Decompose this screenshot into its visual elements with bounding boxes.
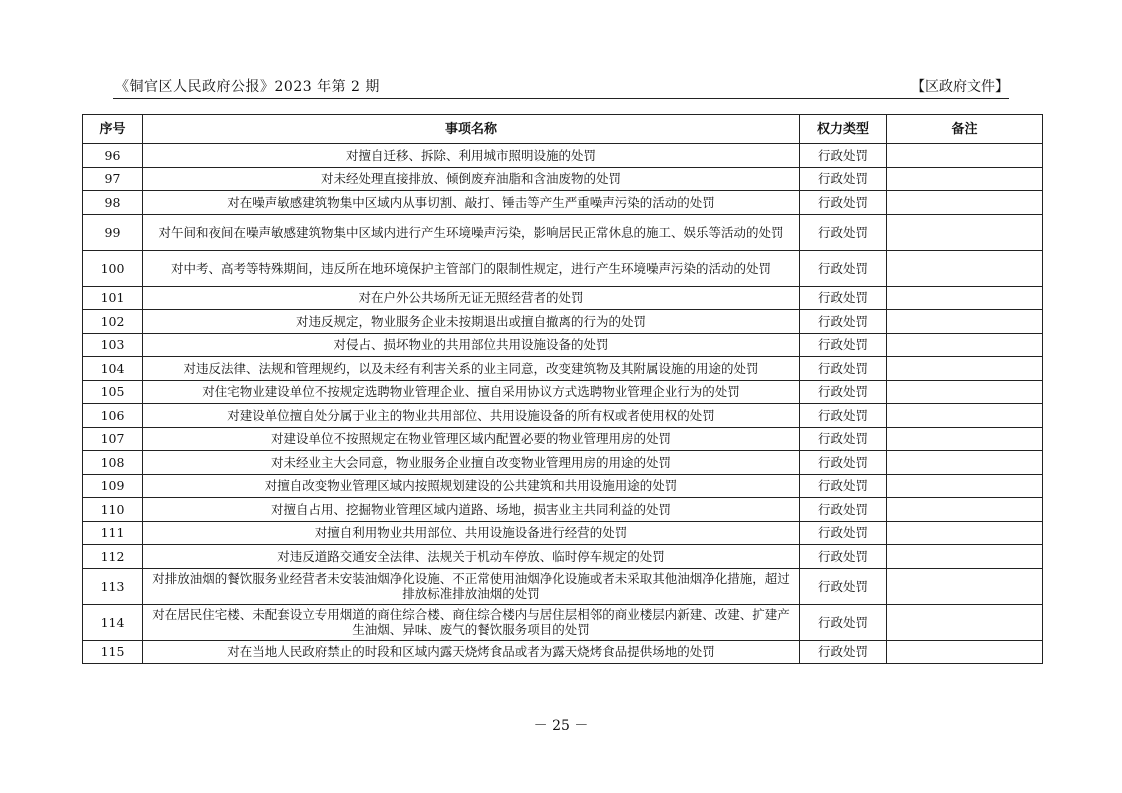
row-serial: 108 bbox=[83, 451, 143, 475]
row-power-type: 行政处罚 bbox=[800, 568, 887, 604]
row-power-type: 行政处罚 bbox=[800, 357, 887, 381]
row-item-name: 对未经业主大会同意，物业服务企业擅自改变物业管理用房的用途的处罚 bbox=[143, 451, 800, 475]
row-serial: 115 bbox=[83, 640, 143, 664]
row-remarks bbox=[887, 250, 1043, 286]
row-serial: 104 bbox=[83, 357, 143, 381]
row-serial: 110 bbox=[83, 498, 143, 522]
row-remarks bbox=[887, 167, 1043, 191]
row-remarks bbox=[887, 640, 1043, 664]
table-row bbox=[83, 498, 1043, 522]
table-row bbox=[83, 604, 1043, 640]
row-power-type: 行政处罚 bbox=[800, 310, 887, 334]
table-row bbox=[83, 545, 1043, 569]
row-remarks bbox=[887, 214, 1043, 250]
table-row bbox=[83, 214, 1043, 250]
row-remarks bbox=[887, 310, 1043, 334]
row-remarks bbox=[887, 380, 1043, 404]
row-serial: 112 bbox=[83, 545, 143, 569]
table-row bbox=[83, 286, 1043, 310]
row-power-type: 行政处罚 bbox=[800, 214, 887, 250]
row-item-name: 对住宅物业建设单位不按规定选聘物业管理企业、擅自采用协议方式选聘物业管理企业行为的处罚 bbox=[143, 380, 800, 404]
row-item-name: 对午间和夜间在噪声敏感建筑物集中区域内进行产生环境噪声污染，影响居民正常休息的施工、娱乐等活动的处罚 bbox=[143, 214, 800, 250]
table-row bbox=[83, 310, 1043, 334]
row-serial: 103 bbox=[83, 333, 143, 357]
row-serial: 96 bbox=[83, 144, 143, 168]
row-serial: 99 bbox=[83, 214, 143, 250]
row-item-name: 对侵占、损坏物业的共用部位共用设施设备的处罚 bbox=[143, 333, 800, 357]
row-power-type: 行政处罚 bbox=[800, 333, 887, 357]
row-serial: 111 bbox=[83, 521, 143, 545]
column-header-power-type: 权力类型 bbox=[800, 115, 887, 144]
table-row bbox=[83, 451, 1043, 475]
row-item-name: 对违反道路交通安全法律、法规关于机动车停放、临时停车规定的处罚 bbox=[143, 545, 800, 569]
row-remarks bbox=[887, 604, 1043, 640]
row-serial: 101 bbox=[83, 286, 143, 310]
table-row bbox=[83, 474, 1043, 498]
row-serial: 100 bbox=[83, 250, 143, 286]
row-remarks bbox=[887, 451, 1043, 475]
row-serial: 113 bbox=[83, 568, 143, 604]
row-remarks bbox=[887, 545, 1043, 569]
table-row bbox=[83, 640, 1043, 664]
table-row bbox=[83, 357, 1043, 381]
row-item-name: 对在户外公共场所无证无照经营者的处罚 bbox=[143, 286, 800, 310]
row-remarks bbox=[887, 333, 1043, 357]
bulletin-title: 《铜官区人民政府公报》2023 年第 2 期 bbox=[115, 79, 380, 95]
row-power-type: 行政处罚 bbox=[800, 404, 887, 428]
column-header-item-name: 事项名称 bbox=[143, 115, 800, 144]
column-header-serial: 序号 bbox=[83, 115, 143, 144]
row-item-name: 对违反规定，物业服务企业未按期退出或擅自撤离的行为的处罚 bbox=[143, 310, 800, 334]
row-power-type: 行政处罚 bbox=[800, 191, 887, 215]
row-serial: 109 bbox=[83, 474, 143, 498]
row-remarks bbox=[887, 568, 1043, 604]
row-power-type: 行政处罚 bbox=[800, 521, 887, 545]
row-power-type: 行政处罚 bbox=[800, 380, 887, 404]
row-remarks bbox=[887, 144, 1043, 168]
power-items-table bbox=[82, 114, 1043, 664]
table-row bbox=[83, 380, 1043, 404]
row-item-name: 对擅自迁移、拆除、利用城市照明设施的处罚 bbox=[143, 144, 800, 168]
row-item-name: 对在噪声敏感建筑物集中区域内从事切割、敲打、锤击等产生严重噪声污染的活动的处罚 bbox=[143, 191, 800, 215]
row-item-name: 对擅自改变物业管理区域内按照规划建设的公共建筑和共用设施用途的处罚 bbox=[143, 474, 800, 498]
row-power-type: 行政处罚 bbox=[800, 427, 887, 451]
row-power-type: 行政处罚 bbox=[800, 144, 887, 168]
row-serial: 106 bbox=[83, 404, 143, 428]
row-serial: 102 bbox=[83, 310, 143, 334]
row-item-name: 对排放油烟的餐饮服务业经营者未安装油烟净化设施、不正常使用油烟净化设施或者未采取其他油烟净化措施，超过排放标准排放油烟的处罚 bbox=[143, 568, 800, 604]
row-remarks bbox=[887, 357, 1043, 381]
table-row bbox=[83, 167, 1043, 191]
row-power-type: 行政处罚 bbox=[800, 167, 887, 191]
row-power-type: 行政处罚 bbox=[800, 604, 887, 640]
row-serial: 98 bbox=[83, 191, 143, 215]
row-remarks bbox=[887, 286, 1043, 310]
row-item-name: 对违反法律、法规和管理规约，以及未经有利害关系的业主同意，改变建筑物及其附属设施的用途的处罚 bbox=[143, 357, 800, 381]
row-serial: 97 bbox=[83, 167, 143, 191]
row-serial: 105 bbox=[83, 380, 143, 404]
row-power-type: 行政处罚 bbox=[800, 640, 887, 664]
row-item-name: 对未经处理直接排放、倾倒废弃油脂和含油废物的处罚 bbox=[143, 167, 800, 191]
row-item-name: 对擅自占用、挖掘物业管理区域内道路、场地，损害业主共同利益的处罚 bbox=[143, 498, 800, 522]
row-remarks bbox=[887, 474, 1043, 498]
row-power-type: 行政处罚 bbox=[800, 250, 887, 286]
row-serial: 114 bbox=[83, 604, 143, 640]
row-remarks bbox=[887, 427, 1043, 451]
row-item-name: 对在当地人民政府禁止的时段和区域内露天烧烤食品或者为露天烧烤食品提供场地的处罚 bbox=[143, 640, 800, 664]
table-row bbox=[83, 250, 1043, 286]
row-remarks bbox=[887, 498, 1043, 522]
row-power-type: 行政处罚 bbox=[800, 286, 887, 310]
row-remarks bbox=[887, 404, 1043, 428]
row-remarks bbox=[887, 521, 1043, 545]
row-item-name: 对擅自利用物业共用部位、共用设施设备进行经营的处罚 bbox=[143, 521, 800, 545]
row-item-name: 对中考、高考等特殊期间，违反所在地环境保护主管部门的限制性规定，进行产生环境噪声污染的活动的处罚 bbox=[143, 250, 800, 286]
table-row bbox=[83, 568, 1043, 604]
table-row bbox=[83, 191, 1043, 215]
table-row bbox=[83, 427, 1043, 451]
row-item-name: 对建设单位不按照规定在物业管理区域内配置必要的物业管理用房的处罚 bbox=[143, 427, 800, 451]
row-serial: 107 bbox=[83, 427, 143, 451]
row-power-type: 行政处罚 bbox=[800, 451, 887, 475]
page-number: － 25 － bbox=[533, 718, 589, 734]
row-power-type: 行政处罚 bbox=[800, 545, 887, 569]
table-row bbox=[83, 404, 1043, 428]
page-header bbox=[113, 76, 1009, 99]
column-header-remarks: 备注 bbox=[887, 115, 1043, 144]
table-row bbox=[83, 521, 1043, 545]
row-power-type: 行政处罚 bbox=[800, 474, 887, 498]
row-remarks bbox=[887, 191, 1043, 215]
table-row bbox=[83, 333, 1043, 357]
row-power-type: 行政处罚 bbox=[800, 498, 887, 522]
table-row bbox=[83, 144, 1043, 168]
row-item-name: 对建设单位擅自处分属于业主的物业共用部位、共用设施设备的所有权或者使用权的处罚 bbox=[143, 404, 800, 428]
table-header-row bbox=[83, 115, 1043, 144]
row-item-name: 对在居民住宅楼、未配套设立专用烟道的商住综合楼、商住综合楼内与居住层相邻的商业楼层内新建、改建、扩建产生油烟、异味、废气的餐饮服务项目的处罚 bbox=[143, 604, 800, 640]
section-label: 【区政府文件】 bbox=[911, 79, 1009, 95]
